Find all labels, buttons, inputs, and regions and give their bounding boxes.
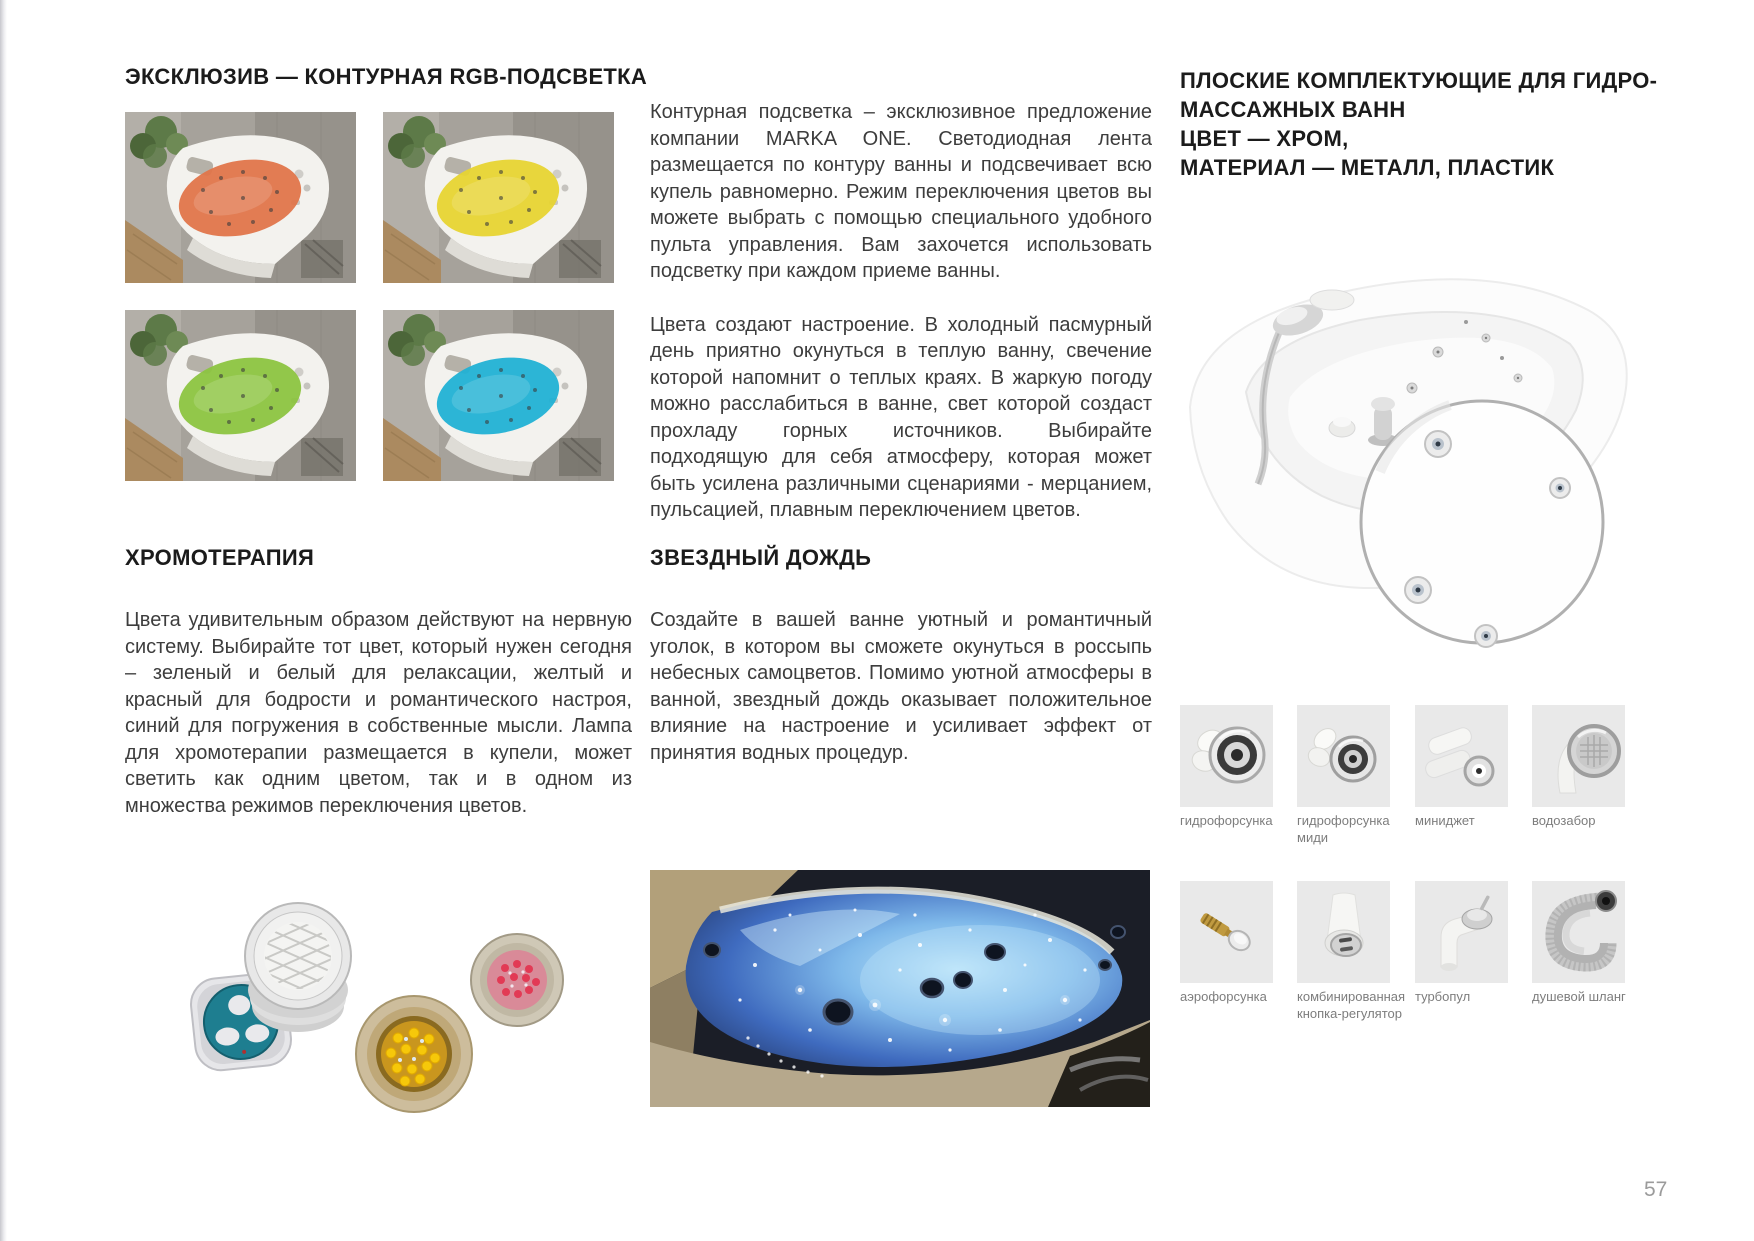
- rgb-tub-photo-green-art: [125, 310, 356, 481]
- lamp-gold-yellow-led: [356, 996, 472, 1112]
- components-section-title: [1180, 66, 1657, 182]
- rgb-tub-photo-yellow-art: [383, 112, 614, 283]
- rgb-tub-photo-orange: [125, 112, 356, 283]
- component-photo-water-intake: [1532, 705, 1625, 807]
- component-label-combo-button-regulator: комбинированная кнопка-регулятор: [1297, 989, 1406, 1021]
- lamp-chrome: [245, 903, 351, 1032]
- star-rain-photo: [650, 870, 1150, 1107]
- hydrojet-midi-art: [1297, 705, 1390, 807]
- aerojet-art: [1180, 881, 1273, 983]
- component-photo-turbopool: [1415, 881, 1508, 983]
- rgb-tub-photo-cyan-art: [383, 310, 614, 481]
- turbopool-art: [1415, 881, 1508, 983]
- page-number: 57: [1644, 1178, 1668, 1201]
- components-title-line-2: МАССАЖНЫХ ВАНН: [1180, 97, 1406, 122]
- component-label-water-intake: водозабор: [1532, 813, 1596, 828]
- page-spine-edge: [0, 0, 7, 1241]
- component-label-hydrojet: гидрофорсунка: [1180, 813, 1273, 828]
- minijet-art: [1415, 705, 1508, 807]
- chromotherapy-paragraph: Цвета удивительным образом действуют на нервную систему. Выбирайте тот цвет, который нужен сегодня – зеленый и белый для релаксации, желтый и красный для бодрости и романтического настроя, синий для погружения в собственные мысли. Лампа для хромотерапии размещается в купели, может светить как одним цветом, так и в одном из множества режимов переключения цветов.: [125, 609, 632, 817]
- rgb-paragraph-1: Контурная подсветка – эксклюзивное предложение компании MARKA ONE. Светодиодная лента размещается по контуру ванны и подсвечивает всю купель равномерно. Режим переключения цветов вы можете выбрать с помощью специального удобного пульта управления. Вам захочется использовать подсветку при каждом приеме ванны.: [650, 101, 1152, 282]
- star-rain-art: [650, 870, 1150, 1107]
- components-bath-photo: [1180, 192, 1630, 667]
- component-photo-hydrojet: [1180, 705, 1273, 807]
- component-photo-minijet: [1415, 705, 1508, 807]
- hydrojet-art: [1180, 705, 1273, 807]
- components-bath-art: [1180, 192, 1630, 667]
- chromotherapy-lamps-art: [135, 878, 595, 1130]
- shower-hose-art: [1532, 881, 1625, 983]
- component-photo-combo-button-regulator: [1297, 881, 1390, 983]
- star-rain-section-title: ЗВЕЗДНЫЙ ДОЖДЬ: [650, 545, 872, 570]
- chromotherapy-lamps-photo: [135, 878, 595, 1130]
- component-photo-hydrojet-midi: [1297, 705, 1390, 807]
- rgb-paragraph-2: Цвета создают настроение. В холодный пасмурный день приятно окунуться в теплую ванну, свечение которой напомнит о теплых краях. В жаркую погоду можно расслабиться в ванне, свет которой создаст прохладу горных источников. Выбирайте подходящую для себя атмосферу, которая может быть усилена различными сценариями - мерцанием, пульсацией, плавным переключением цветов.: [650, 313, 1152, 521]
- component-label-minijet: миниджет: [1415, 813, 1475, 828]
- rgb-tub-photo-green: [125, 310, 356, 481]
- rgb-section-text: [650, 99, 1152, 551]
- components-title-line-1: ПЛОСКИЕ КОМПЛЕКТУЮЩИЕ ДЛЯ ГИДРО-: [1180, 68, 1658, 93]
- component-label-aerojet: аэрофорсунка: [1180, 989, 1267, 1004]
- component-photo-shower-hose: [1532, 881, 1625, 983]
- component-label-shower-hose: душевой шланг: [1532, 989, 1626, 1004]
- rgb-tub-photo-cyan: [383, 310, 614, 481]
- component-label-turbopool: турбопул: [1415, 989, 1471, 1004]
- components-title-line-3: ЦВЕТ — ХРОМ,: [1180, 126, 1349, 151]
- rgb-section-title: ЭКСКЛЮЗИВ — КОНТУРНАЯ RGB-ПОДСВЕТКА: [125, 64, 648, 89]
- component-label-hydrojet-midi: гидрофорсунка миди: [1297, 813, 1390, 845]
- combo-button-regulator-art: [1297, 881, 1390, 983]
- flat-jets-inset: [1361, 401, 1603, 647]
- rgb-tub-photo-yellow: [383, 112, 614, 283]
- water-intake-art: [1532, 705, 1625, 807]
- deck-soap-dish: [1310, 290, 1354, 310]
- lamp-red-led: [471, 934, 563, 1026]
- rgb-tub-photo-orange-art: [125, 112, 356, 283]
- chromotherapy-section-title: ХРОМОТЕРАПИЯ: [125, 545, 315, 570]
- components-title-line-4: МАТЕРИАЛ — МЕТАЛЛ, ПЛАСТИК: [1180, 155, 1555, 180]
- component-photo-aerojet: [1180, 881, 1273, 983]
- star-rain-paragraph: Создайте в вашей ванне уютный и романтичный уголок, в котором вы сможете окунуться в россыпь небесных самоцветов. Помимо уютной атмосферы в ванной, звездный дождь оказывает положительное влияние на настроение и усиливает эффект от принятия водных процедур.: [650, 609, 1152, 764]
